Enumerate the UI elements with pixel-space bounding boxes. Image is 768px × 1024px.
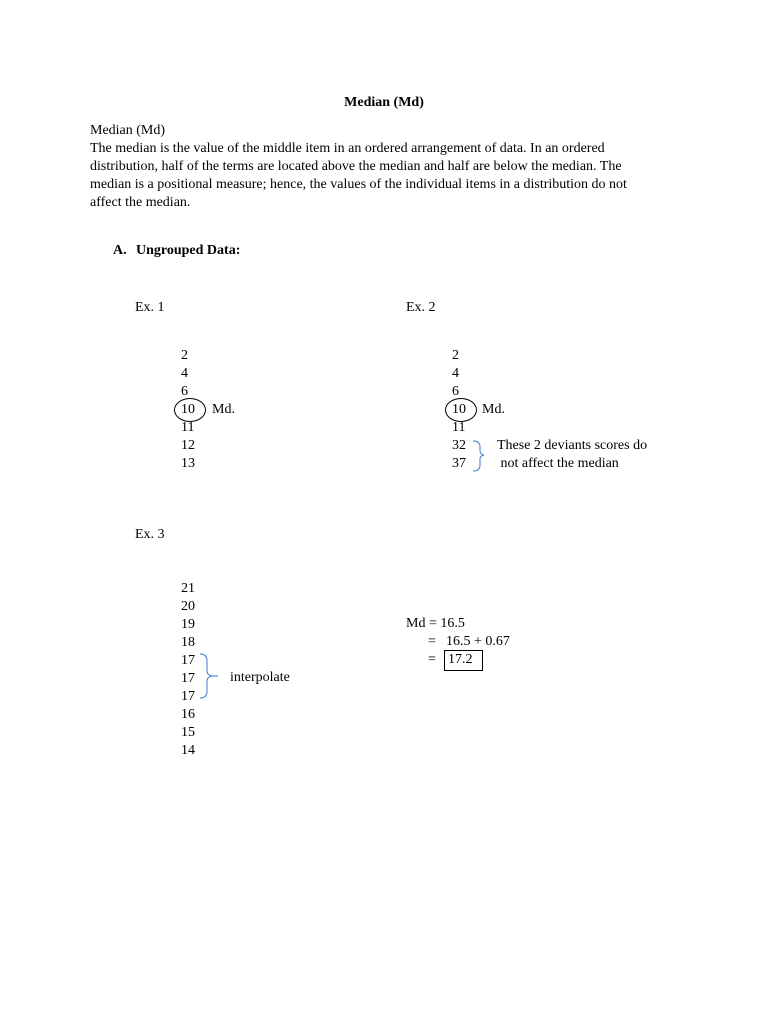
ex1-median-circle: [174, 398, 206, 422]
ex2-value: 32: [452, 438, 466, 453]
ex2-note-line-2: not affect the median: [497, 456, 619, 471]
example-2-label: Ex. 2: [406, 300, 436, 315]
ex1-value: 4: [181, 366, 188, 381]
ex2-brace: [471, 439, 493, 473]
ex1-value: 12: [181, 438, 195, 453]
ex1-median-value: 10: [181, 402, 195, 417]
ex1-value: 11: [181, 420, 195, 435]
ex3-calc-line-1: Md = 16.5: [406, 616, 465, 631]
ex3-calc-line-2-eq: =: [428, 634, 436, 649]
intro-paragraph: [90, 140, 680, 212]
example-3-label: Ex. 3: [135, 527, 165, 542]
ex2-median-label: Md.: [482, 402, 505, 417]
ex3-value: 17: [181, 689, 195, 704]
ex3-value: 15: [181, 725, 195, 740]
example-1-label: Ex. 1: [135, 300, 165, 315]
intro-line: distribution, half of the terms are located above the median and half are below the median. The: [90, 159, 622, 174]
ex3-value: 21: [181, 581, 195, 596]
intro-line: affect the median.: [90, 195, 191, 210]
ex3-brace: [198, 652, 222, 700]
ex3-value: 17: [181, 671, 195, 686]
ex2-note-line-1: These 2 deviants scores do: [497, 438, 648, 453]
ex1-value: 2: [181, 348, 188, 363]
ex1-value: 13: [181, 456, 195, 471]
ex3-value: 16: [181, 707, 195, 722]
ex3-interpolate-label: interpolate: [230, 670, 290, 685]
ex1-value: 6: [181, 384, 188, 399]
ex2-value: 2: [452, 348, 459, 363]
example-3-values: [181, 580, 195, 760]
intro-line: The median is the value of the middle item in an ordered arrangement of data. In an ordered: [90, 141, 605, 156]
ex2-value: 4: [452, 366, 459, 381]
ex2-median-circle: [445, 398, 477, 422]
ex2-median-value: 10: [452, 402, 466, 417]
ex3-calc-line-3-eq: =: [428, 652, 436, 667]
ex2-value: 6: [452, 384, 459, 399]
intro-heading: Median (Md): [90, 123, 166, 138]
section-letter: A.: [113, 243, 127, 258]
ex3-calc-line-2-value: 16.5 + 0.67: [446, 634, 510, 649]
ex2-value: 37: [452, 456, 466, 471]
ex3-result-value: 17.2: [448, 652, 473, 667]
ex2-value: 11: [452, 420, 466, 435]
section-label: Ungrouped Data:: [136, 243, 241, 258]
ex3-value: 14: [181, 743, 195, 758]
ex3-value: 18: [181, 635, 195, 650]
section-heading-ungrouped: [113, 242, 240, 260]
ex3-value: 20: [181, 599, 195, 614]
ex3-value: 19: [181, 617, 195, 632]
intro-line: median is a positional measure; hence, the values of the individual items in a distribution do not: [90, 177, 627, 192]
ex1-median-label: Md.: [212, 402, 235, 417]
document-title: Median (Md): [344, 95, 424, 110]
ex3-value: 17: [181, 653, 195, 668]
